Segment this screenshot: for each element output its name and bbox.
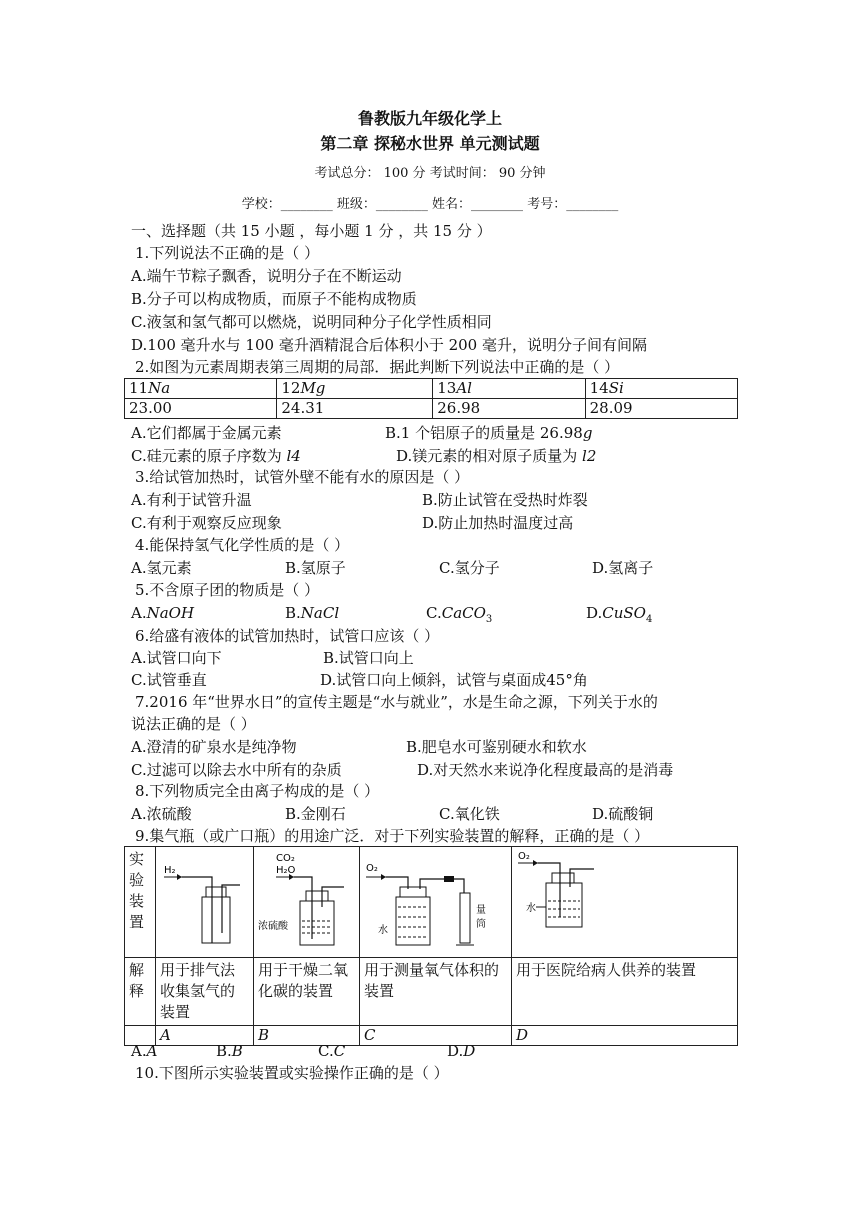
table-row [125,379,738,399]
row-header-explain: 解释 [125,958,156,1026]
q1-option-a: A.端午节粽子飘香，说明分子在不断运动 [131,267,402,285]
svg-text:H₂: H₂ [164,865,176,876]
mass-cell: 26.98 [433,399,585,419]
apparatus-table [124,846,738,1046]
q5-stem: 5.不含原子团的物质是（ ） [135,581,320,599]
gas-bottle-h2-figure [156,847,253,951]
q6-option-d: D.试管口向上倾斜，试管与桌面成45°角 [320,671,588,689]
q4-option-d: D.氢离子 [592,559,654,577]
svg-text:量: 量 [476,905,486,916]
exam-title: 鲁教版九年级化学上 [357,109,502,128]
q8-option-c: C.氧化铁 [439,805,500,823]
q8-stem: 8.下列物质完全由离子构成的是（ ） [135,782,380,800]
q9-option-d: D.D [447,1042,476,1060]
q3-option-b: B.防止试管在受热时炸裂 [422,491,588,509]
q2-stem: 2.如图为元素周期表第三周期的局部．据此判断下列说法中正确的是（ ） [135,358,620,376]
table-row [125,847,738,958]
q3-option-a: A.有利于试管升温 [131,491,252,509]
explain-c: 用于测量氧气体积的装置 [360,958,512,1026]
svg-text:O₂: O₂ [366,863,378,874]
q2-option-b: B.1 个铝原子的质量是 26.98g [385,424,593,442]
mass-cell: 28.09 [585,399,737,419]
q7-stem-line1: 7.2016 年“世界水日”的宣传主题是“水与就业”，水是生命之源，下列关于水的 [135,693,658,711]
svg-text:CO₂: CO₂ [276,853,295,864]
section-heading: 一、选择题（共 15 小题 ，每小题 1 分 ，共 15 分 ） [131,222,492,240]
q1-stem: 1.下列说法不正确的是（ ） [135,244,320,262]
element-cell: 11Na [125,379,277,399]
q7-option-c: C.过滤可以除去水中所有的杂质 [131,761,342,779]
svg-text:O₂: O₂ [518,851,530,862]
q8-option-b: B.金刚石 [285,805,346,823]
q1-option-c: C.液氢和氢气都可以燃烧，说明同种分子化学性质相同 [131,313,492,331]
q7-stem-line2: 说法正确的是（ ） [131,715,256,733]
col-label-b: B [254,1026,360,1046]
mass-cell: 23.00 [125,399,277,419]
table-row [125,399,738,419]
q9-option-a: A.A [131,1042,158,1060]
exam-subtitle: 第二章 探秘水世界 单元测试题 [320,134,540,153]
q2-option-d: D.镁元素的相对原子质量为 l2 [396,447,597,465]
q8-option-d: D.硫酸铜 [592,805,654,823]
q7-option-d: D.对天然水来说净化程度最高的是消毒 [417,761,674,779]
svg-text:水: 水 [526,903,536,914]
q2-option-c: C.硅元素的原子序数为 l4 [131,447,301,465]
q6-option-a: A.试管口向下 [131,649,222,667]
drying-bottle-figure [254,847,359,951]
student-info: 学校：________ 班级：________ 姓名：________ 考号：________ [241,197,619,212]
q9-stem: 9.集气瓶（或广口瓶）的用途广泛．对于下列实验装置的解释，正确的是（ ） [135,827,650,845]
q7-option-b: B.肥皂水可鉴别硬水和软水 [406,738,587,756]
explain-b: 用于干燥二氧化碳的装置 [254,958,360,1026]
q5-option-b: B.NaCl [285,604,340,622]
q9-option-c: C.C [318,1042,346,1060]
q5-option-d: D.CuSO$_4$ [586,604,653,625]
col-label-c: C [360,1026,512,1046]
apparatus-c [360,847,512,958]
q4-stem: 4.能保持氢气化学性质的是（ ） [135,536,350,554]
q10-stem: 10.下图所示实验装置或实验操作正确的是（ ） [135,1064,449,1082]
apparatus-b [254,847,360,958]
q4-option-b: B.氢原子 [285,559,346,577]
mass-cell: 24.31 [277,399,433,419]
q1-option-d: D.100 毫升水与 100 毫升酒精混合后体积小于 200 毫升，说明分子间有间隔 [131,336,647,354]
q6-option-b: B.试管口向上 [323,649,414,667]
table-row [125,958,738,1026]
q6-option-c: C.试管垂直 [131,671,207,689]
apparatus-a [156,847,254,958]
q3-stem: 3.给试管加热时，试管外壁不能有水的原因是（ ） [135,468,470,486]
element-cell: 13Al [433,379,585,399]
periodic-table-excerpt [124,378,738,419]
explain-a: 用于排气法收集氢气的装置 [156,958,254,1026]
explain-d: 用于医院给病人供养的装置 [512,958,738,1026]
q5-option-a: A.NaOH [131,604,195,622]
element-cell: 12Mg [277,379,433,399]
q2-option-a: A.它们都属于金属元素 [131,424,282,442]
q3-option-c: C.有利于观察反应现象 [131,514,282,532]
q5-option-c: C.CaCO$_3$ [426,604,493,625]
q4-option-a: A.氢元素 [131,559,192,577]
row-header-apparatus: 实验装置 [125,847,156,958]
svg-text:H₂O: H₂O [276,865,296,876]
q7-option-a: A.澄清的矿泉水是纯净物 [131,738,297,756]
gas-volume-figure [360,847,511,951]
exam-meta: 考试总分： 100 分 考试时间： 90 分钟 [314,166,546,181]
col-label-a: A [156,1026,254,1046]
svg-text:浓硫酸: 浓硫酸 [258,921,288,932]
q4-option-c: C.氢分子 [439,559,500,577]
q6-stem: 6.给盛有液体的试管加热时，试管口应该（ ） [135,627,440,645]
apparatus-d [512,847,738,958]
col-label-d: D [512,1026,738,1046]
element-cell: 14Si [585,379,737,399]
svg-text:筒: 筒 [476,919,486,930]
q3-option-d: D.防止加热时温度过高 [422,514,574,532]
q8-option-a: A.浓硫酸 [131,805,192,823]
svg-text:水: 水 [378,925,388,936]
oxygen-supply-figure [512,847,737,951]
q9-option-b: B.B [216,1042,243,1060]
q1-option-b: B.分子可以构成物质，而原子不能构成物质 [131,290,417,308]
